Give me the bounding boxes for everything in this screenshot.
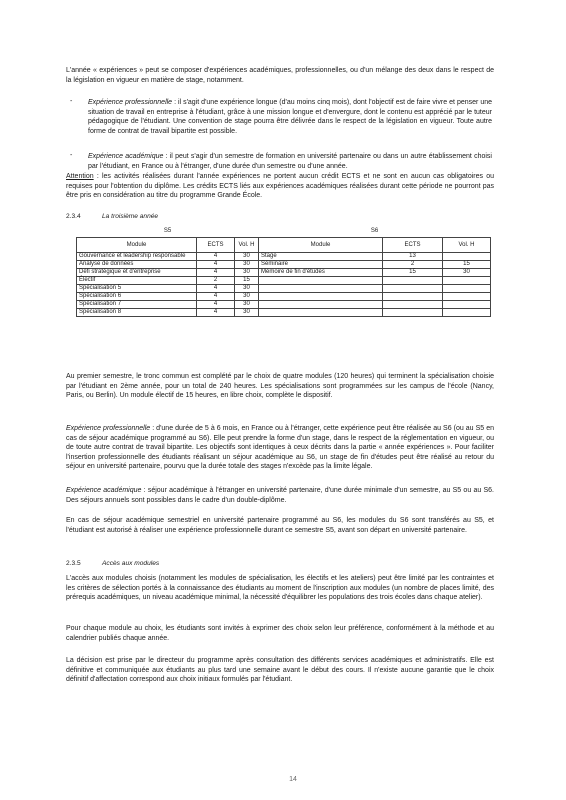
bullet-title: Expérience professionnelle bbox=[88, 99, 173, 106]
cell-ects-s6: 2 bbox=[383, 261, 443, 269]
cell-vol-s6 bbox=[443, 301, 491, 309]
bullet-academic-experience bbox=[88, 152, 492, 171]
paragraph-title: Expérience académique bbox=[66, 487, 142, 494]
cell-vol-s6 bbox=[443, 285, 491, 293]
intro-paragraph: L'année « expériences » peut se composer d'expériences académiques, professionnelles, ou d'un mélange des deux dans le respect de la législation en vigueur en matière de stage, notamment. bbox=[66, 67, 494, 84]
cell-vol-s6 bbox=[443, 309, 491, 317]
decision-paragraph: La décision est prise par le directeur du programme après consultation des différents services académiques et administratifs. Elle est définitive et communiquée aux étudiants au plus tard une semaine avant le début des cours. Il n'existe aucune garantie que le choix définitif d'affectation correspond aux choix initiaux formulés par l'étudiant. bbox=[66, 657, 494, 684]
cell-vol-s6 bbox=[443, 277, 491, 285]
attention-text: : les activités réalisées durant l'année expériences ne portent aucun crédit ECTS et ne sont en aucun cas obligatoires ou requises pour l'obtention du diplôme. Les crédits ECTS liés aux expériences académiques réalisées durant cette période ne pourront pas être pris en considération au titre du programme Grande École. bbox=[66, 173, 494, 200]
cell-module-s6: Mémoire de fin d'études bbox=[259, 269, 383, 277]
col-vol-s5: Vol. H bbox=[235, 238, 259, 253]
cell-ects-s5: 4 bbox=[197, 261, 235, 269]
cell-module-s6 bbox=[259, 293, 383, 301]
cell-vol-s5: 30 bbox=[235, 293, 259, 301]
table-row bbox=[77, 269, 491, 277]
attention-label: Attention bbox=[66, 173, 94, 180]
table-row bbox=[77, 277, 491, 285]
semester-exchange-paragraph: En cas de séjour académique semestriel en université partenaire programmé au S6, les modules du S6 sont transférés au S5, et l'étudiant est autorisé à réaliser une expérience professionnelle durant ce semestre S5, avant son départ en université partenaire. bbox=[66, 517, 494, 534]
table-row bbox=[77, 285, 491, 293]
section-heading-234 bbox=[66, 213, 158, 220]
cell-ects-s5: 4 bbox=[197, 285, 235, 293]
cell-vol-s5: 30 bbox=[235, 261, 259, 269]
paragraph-text: : séjour académique à l'étranger en université partenaire, d'une durée minimale d'un semestre, au S5 ou au S6. Des séjours annuels sont possibles dans le cadre d'un double-diplôme. bbox=[66, 487, 494, 504]
semester-s6-label: S6 bbox=[259, 228, 491, 238]
attention-paragraph bbox=[66, 172, 494, 201]
section-title: Accès aux modules bbox=[102, 560, 160, 567]
cell-vol-s6 bbox=[443, 253, 491, 261]
cell-vol-s5: 15 bbox=[235, 277, 259, 285]
table-row bbox=[77, 253, 491, 261]
cell-ects-s6: 15 bbox=[383, 269, 443, 277]
paragraph-title: Expérience professionnelle bbox=[66, 425, 151, 432]
cell-ects-s6 bbox=[383, 309, 443, 317]
cell-module-s5: Spécialisation 8 bbox=[77, 309, 197, 317]
section-heading-235 bbox=[66, 560, 159, 567]
module-choice-paragraph: Pour chaque module au choix, les étudiants sont invités à exprimer des choix selon leur préférence, conformément à la méthode et au calendrier publiés chaque année. bbox=[66, 625, 494, 642]
table-row bbox=[77, 309, 491, 317]
cell-ects-s5: 2 bbox=[197, 277, 235, 285]
section-number: 2.3.5 bbox=[66, 560, 81, 567]
col-module-s6: Module bbox=[259, 238, 383, 253]
cell-ects-s5: 4 bbox=[197, 253, 235, 261]
cell-vol-s5: 30 bbox=[235, 269, 259, 277]
cell-module-s5: Électif bbox=[77, 277, 197, 285]
cell-ects-s5: 4 bbox=[197, 301, 235, 309]
col-module-s5: Module bbox=[77, 238, 197, 253]
paragraph-text: : d'une durée de 5 à 6 mois, en France ou à l'étranger, cette expérience peut être réalisée au S6 (ou au S5 en cas de séjour académique programmé au S6). Elle peut prendre la forme d'un stage, dans le respect de la réglementation en vigueur, ou de toute autre contrat de travail bipartite. Les objectifs sont identiques à ceux décrits dans la partie « année expériences ». Pour faciliter l'insertion professionnelle des étudiants réalisant un séjour académique au S6, un stage de fin d'études peut être réalisé au retour du séjour en université partenaire, pourvu que la durée totale des stages n'excède pas la limite légale. bbox=[66, 425, 495, 471]
cell-vol-s6: 30 bbox=[443, 269, 491, 277]
table-row bbox=[77, 301, 491, 309]
cell-ects-s5: 4 bbox=[197, 293, 235, 301]
third-year-modules-table bbox=[76, 228, 491, 317]
cell-module-s6 bbox=[259, 309, 383, 317]
bullet-text: : il peut s'agir d'un semestre de formation en université partenaire ou dans un autre établissement choisi par l'étudiant, en France ou à l'étranger, d'une durée d'un semestre ou d'une année. bbox=[88, 153, 492, 170]
bullet-title: Expérience académique bbox=[88, 153, 164, 160]
col-vol-s6: Vol. H bbox=[443, 238, 491, 253]
cell-module-s5: Analyse de données bbox=[77, 261, 197, 269]
academic-experience-paragraph bbox=[66, 486, 494, 505]
section-title: La troisième année bbox=[102, 213, 159, 220]
col-ects-s5: ECTS bbox=[197, 238, 235, 253]
semester-s5-label: S5 bbox=[77, 228, 259, 238]
cell-module-s6: Stage bbox=[259, 253, 383, 261]
cell-module-s5: Spécialisation 7 bbox=[77, 301, 197, 309]
cell-vol-s5: 30 bbox=[235, 285, 259, 293]
cell-vol-s6: 15 bbox=[443, 261, 491, 269]
cell-module-s6: Séminaire bbox=[259, 261, 383, 269]
cell-module-s6 bbox=[259, 285, 383, 293]
cell-module-s6 bbox=[259, 301, 383, 309]
professional-experience-paragraph bbox=[66, 424, 494, 472]
cell-module-s5: Spécialisation 6 bbox=[77, 293, 197, 301]
bullet-text: : il s'agit d'une expérience longue (d'au moins cinq mois), dont l'objectif est de faire vivre et penser une situation de travail en entreprise à l'étudiant, grâce à une mission longue et d'envergure, dont le contenu est apprécié par le tuteur pédagogique de l'étudiant. Une convention de stage pourra être délivrée dans le respect de la législation en vigueur. Toute autre forme de contrat de travail bipartite est possible. bbox=[88, 99, 492, 135]
cell-vol-s5: 30 bbox=[235, 301, 259, 309]
cell-ects-s6 bbox=[383, 285, 443, 293]
page-number: 14 bbox=[289, 776, 297, 783]
third-year-paragraph: Au premier semestre, le tronc commun est complété par le choix de quatre modules (120 heures) qui terminent la spécialisation choisie par l'étudiant en 2ème année, pour un total de 240 heures. Les spécialisations sont programmées sur les campus de l'école (Nancy, Paris, ou Berlin). Un module électif de 15 heures, en libre choix, complète le dispositif. bbox=[66, 373, 494, 400]
cell-ects-s6 bbox=[383, 293, 443, 301]
bullet-professional-experience bbox=[88, 98, 492, 136]
cell-module-s5: Défi stratégique et d'entreprise bbox=[77, 269, 197, 277]
cell-module-s5: Gouvernance et leadership responsable bbox=[77, 253, 197, 261]
cell-ects-s5: 4 bbox=[197, 309, 235, 317]
cell-vol-s6 bbox=[443, 293, 491, 301]
cell-module-s6 bbox=[259, 277, 383, 285]
cell-ects-s6 bbox=[383, 301, 443, 309]
cell-ects-s5: 4 bbox=[197, 269, 235, 277]
cell-vol-s5: 30 bbox=[235, 253, 259, 261]
section-number: 2.3.4 bbox=[66, 213, 81, 220]
cell-module-s5: Spécialisation 5 bbox=[77, 285, 197, 293]
cell-ects-s6: 13 bbox=[383, 253, 443, 261]
cell-vol-s5: 30 bbox=[235, 309, 259, 317]
bullet-dash: - bbox=[70, 152, 73, 159]
module-access-paragraph: L'accès aux modules choisis (notamment les modules de spécialisation, les électifs et les ateliers) peut être limité par les contraintes et les critères de sélection portés à la connaissance des étudiants au moment de l'inscription aux modules (un nombre de places limité, des prérequis académiques, un niveau académique minimal, la nécessité d'équilibrer les populations des trois écoles dans chaque atelier). bbox=[66, 575, 494, 602]
col-ects-s6: ECTS bbox=[383, 238, 443, 253]
table-row bbox=[77, 261, 491, 269]
bullet-dash: - bbox=[70, 98, 73, 105]
cell-ects-s6 bbox=[383, 277, 443, 285]
table-row bbox=[77, 293, 491, 301]
